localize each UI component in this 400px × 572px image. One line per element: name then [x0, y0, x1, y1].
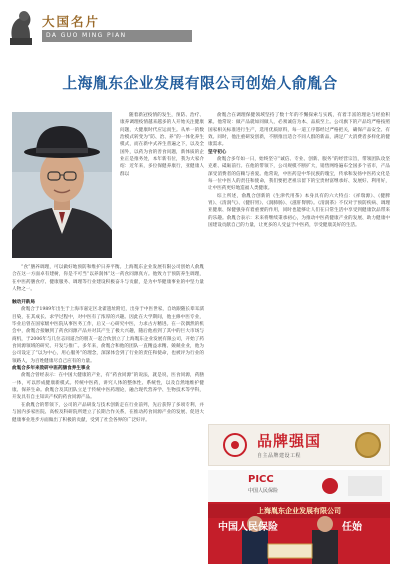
brand-logo-icon: [223, 433, 247, 457]
article-column-right: [208, 112, 390, 418]
picc-logo: PICC: [248, 474, 274, 485]
intro-wide-text: “食”膳养调理，可以做好地预防和维护日养平衡。上海胤东企业发展有限公司创始人俞胤合在这一方面卓有建树，你是不可当“以养润体”这一药食同源真方。他致力于预防养生调理，在中医药膳食疗、健康服务、调理等行业建设积极奋斗与贡献，是为中华健康事业的中坚力量人物之一。: [12, 265, 204, 293]
article-paragraph: 在俞胤合的带领下，公司的产品研发与技术创新走在行业前列，先后获得了多项专利，并与国内多家医院、高校及科研院所建立了长期合作关系，在推动药食同源产业的发展、促进大健康事业进步方面做出了积极的贡献，受到了社会各界的广泛好评。: [12, 402, 204, 423]
picc-slogan: 中国人民保险: [248, 488, 279, 494]
article-paragraph: 俞胤合在调理保健领域坚持了数十年的不懈探索与实践，有着丰富的理论与经验积累。他常说：做产品就如同做人，必须诚信为本、品质至上。公司旗下的产品均严格按照国家相关标准进行生产，选用优质原料，每一道工序都经过严格把关，确保产品安全、有效。同时，他注重研发创新，不断推出适合不同人群的新品，满足广大消费者多样化的健康需求。: [208, 113, 390, 148]
ceremony-photo: [208, 470, 390, 564]
medal-icon: [355, 432, 381, 458]
intro-wide-paragraph: [12, 264, 204, 299]
portrait-photo: [12, 112, 112, 258]
ceremony-illustration: [208, 470, 390, 564]
banner-line-insurer: 中国人民保险: [218, 522, 278, 533]
brand-title: 品牌强国: [257, 432, 322, 450]
lion-statue-icon: [6, 6, 36, 46]
section-title: 大国名片: [42, 14, 101, 29]
article-paragraph: 俞胤合于1989年出生于上海市嘉定区北翟遗址附近，出身于中医世家，自幼跟随长辈耳濡目染，在其成长、求学过程中，对中医有了浓厚的兴趣。因此在大学期间，他主修中医专业，毕业后曾在国家级中医院从事医务工作，后又一心研究中医，力求古方精进。在一次偶然的机会中，俞胤合接触到了药食同源产品并对其产生了极大兴趣，随后他看到了其中的巨大市场与商机，于2006年与几位志同道合的朋友一起合伙创立了上海胤东企业发展有限公司，开始了药食同源领域的研究、开发与推广。多年来，俞胤合和他的团队一直精益求精、兢兢业业，他为公司设定了“以为中心，用心服务”的理念，深深体会到了行业的责任和使命，也被评为行业的领路人，为百姓健康尽自己应有的力量。: [12, 307, 204, 364]
article-paragraph: 俞胤合曾经表示：在中国大健康的产业，有“药食同源”的说法，就是说，医食同源，药膳一体，可以形成健康新模式。传统中医药，讲究人体的整体性、系统性，以及自然地维护健康、保养生命。俞胤合及其团队立足于传统中医药理论，融合现代营养学、生物技术等学科，开发具有自主知识产权的药食同源产品。: [12, 373, 204, 401]
section-subtitle: DA GUO MING PIAN: [42, 30, 192, 42]
section-heading: 触动开新局: [12, 300, 35, 305]
article-column-left: [12, 299, 204, 562]
section-heading: 俞胤合多年来致研中医药膳食养生事业: [12, 366, 91, 372]
portrait-illustration: [12, 112, 112, 258]
banner-line-appointment: 任始: [342, 522, 362, 533]
page-header: [0, 0, 400, 50]
article-paragraph: 综上所述，俞胤合创新的《生津代用茶》本身具有的六大特点：《祥瑞源》、《健脾胃》、《清润气》、《健肝胃》、《润肺肠》、《滋肝腎脾》。《清润茶》不仅对于预防疾病、调理亚健康、保健强身有着重要的作用，同时也能够让人们在日常生活中享受到健康饮品带来的乐趣。俞胤合表示：未来将继续秉承初心，为推动中医药健康产业的发展、助力健康中国建设贡献自己的力量，让更多的人受益于中医药，享受健康美好的生活。: [208, 193, 390, 229]
brand-banner: [208, 424, 390, 466]
brand-subtitle: 自主品牌建设工程: [257, 453, 302, 459]
intro-paragraph: 随着新冠疫情的发生，预防、治疗、康养调理疫情越来越多的人开始关注健康问题，大健康时代应运而生。从单一的数治模式转变为“防、治、养”的一体化养生模式，而在新中式养生普遍之下，以及全国外，以药为食的善食问题，新体质的企业正是推务处，本年新有位，我为大家介绍：近年来，多位保健养康行，亚健康人群以: [120, 113, 204, 177]
article-headline: 上海胤东企业发展有限公司创始人俞胤合: [62, 75, 338, 92]
banner-line-company: 上海胤东企业发展有限公司: [257, 507, 341, 515]
intro-column: [120, 112, 204, 262]
section-heading: 坚守初心: [208, 149, 227, 155]
article-paragraph: 俞胤合多年如一日，始终坚守“诚信、专业、创新、服务”的经营宗旨，带领团队攻坚克难、砥砺前行。在他的带领下，公司规模不断扩大，销售网络遍布全国多个省市，产品深受消费者的信赖与喜爱。他常说，中医药是中华民族的瑰宝，传承和发扬中医药文化是每一位中医人的责任和使命，我们要把老祖宗留下的宝贵财富继承好、发展好、利用好，让中医药更好地造福人类健康。: [208, 157, 390, 192]
